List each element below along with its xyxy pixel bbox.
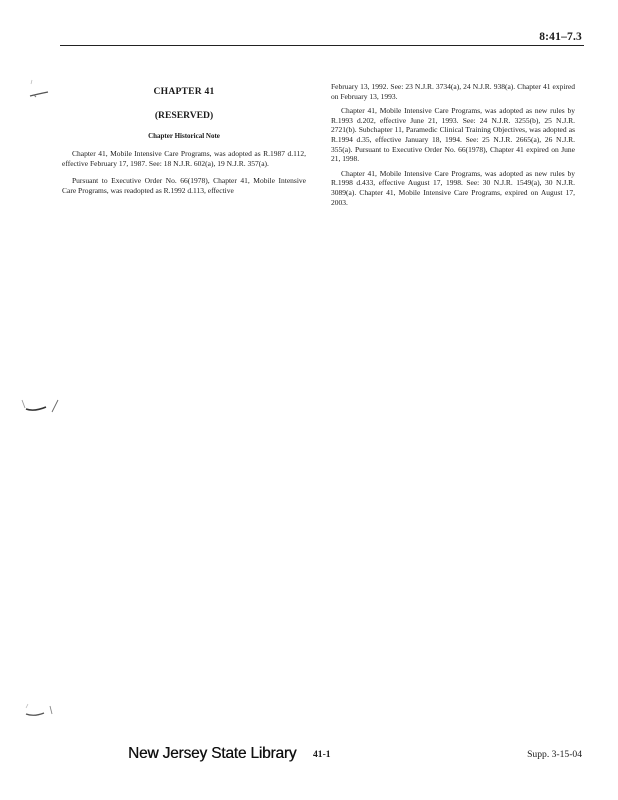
chapter-title: CHAPTER 41	[153, 86, 215, 97]
right-column	[331, 82, 575, 207]
historical-note-paragraph: Pursuant to Executive Order No. 66(1978), Chapter 41, Mobile Intensive Care Programs, was readopted as R.1992 d.113, effective	[62, 176, 306, 195]
page-number: 41-1	[313, 749, 331, 760]
left-column	[62, 82, 306, 195]
scan-punch-mark-icon	[18, 396, 68, 420]
scan-punch-mark-icon	[18, 702, 62, 724]
supplement-date: Supp. 3-15-04	[527, 749, 582, 760]
scan-punch-mark-icon	[18, 78, 52, 104]
historical-note-heading: Chapter Historical Note	[148, 132, 220, 140]
header-rule	[60, 45, 584, 46]
historical-note-paragraph: Chapter 41, Mobile Intensive Care Programs, was adopted as new rules by R.1998 d.433, effective August 17, 1998. See: 30 N.J.R. 1549(a), 30 N.J.R. 3089(a). Chapter 41, Mobile Intensive Care Programs, expired on August 17, 2003.	[331, 168, 575, 207]
historical-note-paragraph: Chapter 41, Mobile Intensive Care Programs, was adopted as new rules by R.1993 d.202, effective June 21, 1993. See: 24 N.J.R. 3255(b), 25 N.J.R. 2721(b). Subchapter 11, Paramedic Clinical Training Objectives, was adopted as R.1994 d.35, effective January 18, 1994. See: 25 N.J.R. 2665(a), 26 N.J.R. 355(a). Pursuant to Executive Order No. 66(1978), Chapter 41 expired on June 21, 1998.	[331, 106, 575, 164]
library-stamp: New Jersey State Library	[128, 745, 297, 762]
chapter-status: (RESERVED)	[154, 110, 214, 121]
historical-note-paragraph: Chapter 41, Mobile Intensive Care Programs, was adopted as R.1987 d.112, effective February 17, 1987. See: 18 N.J.R. 602(a), 19 N.J.R. 357(a).	[62, 149, 306, 168]
historical-note-continuation: February 13, 1992. See: 23 N.J.R. 3734(a), 24 N.J.R. 938(a). Chapter 41 expired on February 13, 1993.	[331, 82, 575, 101]
section-identifier: 8:41–7.3	[539, 31, 582, 43]
